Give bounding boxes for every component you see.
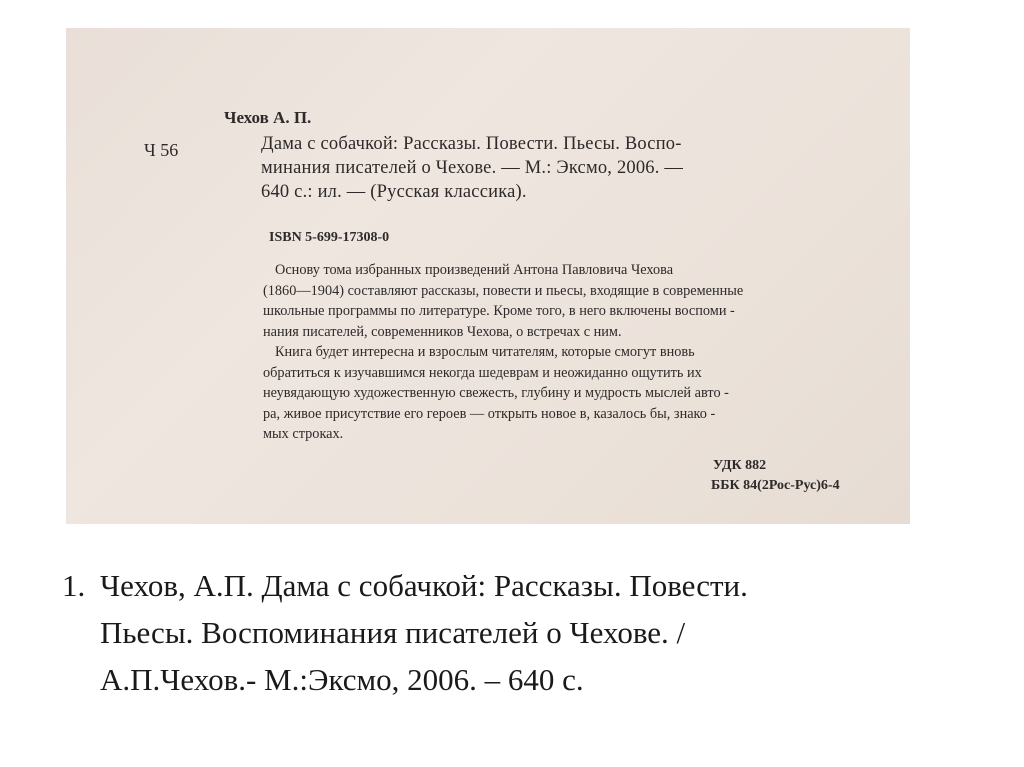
book-abstract (263, 260, 743, 445)
abstract-line: Книга будет интересна и взрослым читателям, которые смогут вновь (275, 344, 695, 360)
udk-code: УДК 882 (713, 458, 767, 473)
abstract-line: (1860—1904) составляют рассказы, повести и пьесы, входящие в современные (263, 282, 744, 299)
description-line: 640 с.: ил. — (Русская классика). (261, 182, 527, 202)
description-line: минания писателей о Чехове. — М.: Эксмо, 2006. — (261, 158, 684, 178)
abstract-line: Основу тома избранных произведений Антона Павловича Чехова (275, 262, 674, 278)
abstract-line: мых строках. (263, 426, 344, 442)
reference-line: А.П.Чехов.- М.:Эксмо, 2006. – 640 с. (100, 662, 584, 697)
bibliographic-reference (62, 562, 962, 703)
abstract-line: ра, живое присутствие его героев — открыть новое в, казалось бы, знако - (263, 405, 716, 422)
classification-code: Ч 56 (144, 140, 179, 160)
reference-line: Чехов, А.П. Дама с собачкой: Рассказы. Повести. (100, 568, 748, 603)
abstract-line: школьные программы по литературе. Кроме того, в него включены воспоми - (263, 303, 735, 319)
bbk-code: ББК 84(2Рос-Рус)6-4 (711, 478, 840, 493)
book-author: Чехов А. П. (224, 108, 312, 127)
reference-line: Пьесы. Воспоминания писателей о Чехове. / (100, 615, 686, 650)
isbn: ISBN 5-699-17308-0 (269, 230, 390, 245)
abstract-line: нания писателей, современников Чехова, о встречах с ним. (263, 323, 622, 340)
scanned-book-page (66, 28, 910, 524)
abstract-line: обратиться к изучавшимся некогда шедеврам и неожиданно ощутить их (263, 364, 702, 381)
abstract-line: неувядающую художественную свежесть, глубину и мудрость мыслей авто - (263, 385, 729, 401)
description-line: Дама с собачкой: Рассказы. Повести. Пьесы. Воспо- (261, 134, 682, 154)
reference-number: 1. (62, 568, 86, 603)
book-description (261, 132, 683, 204)
